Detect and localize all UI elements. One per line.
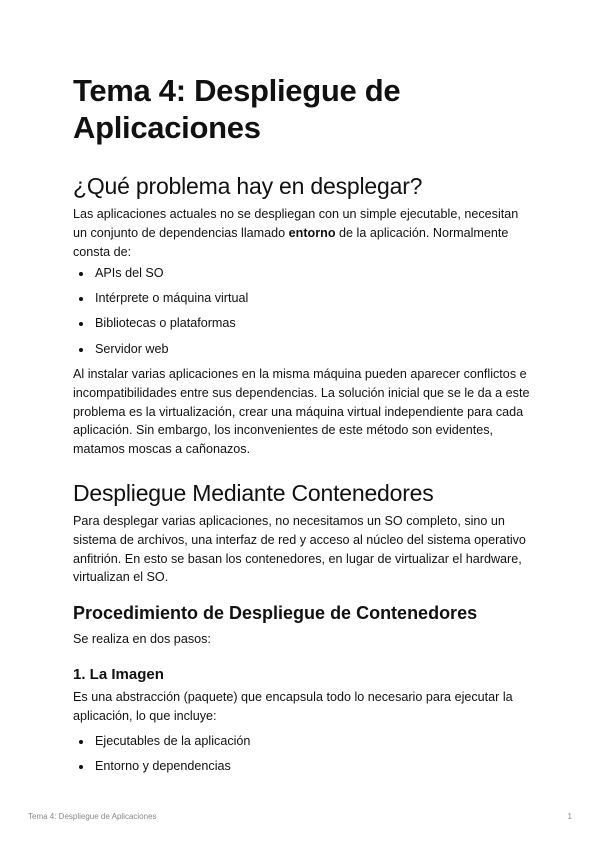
list-item: Bibliotecas o plataformas <box>73 311 533 336</box>
list-item: APIs del SO <box>73 261 533 286</box>
footer-title: Tema 4: Despliegue de Aplicaciones <box>28 812 157 821</box>
list-item: Ejecutables de la aplicación <box>73 729 533 754</box>
step-image-paragraph: Es una abstracción (paquete) que encapsula todo lo necesario para ejecutar la aplicación, lo que incluye: <box>73 690 513 723</box>
section-heading-containers: Despliegue Mediante Contenedores <box>73 480 434 506</box>
subsection-procedure-paragraph: Se realiza en dos pasos: <box>73 632 211 646</box>
section-containers-paragraph: Para desplegar varias aplicaciones, no necesitamos un SO completo, sino un sistema de archivos, una interfaz de red y acceso al núcleo del sistema operativo anfitrión. En esto se basan los contenedores, en lugar de virtualizar el hardware, virtualizan el SO. <box>73 514 526 585</box>
dependency-list <box>73 261 533 362</box>
section-problem-paragraph: Al instalar varias aplicaciones en la misma máquina pueden aparecer conflictos e incompatibilidades entre sus dependencias. La solución inicial que se le da a este problema es la virtualización, crear una máquina virtual independiente para cada aplicación. Sin embargo, los inconvenientes de este método son evidentes, matamos moscas a cañonazos. <box>73 367 530 457</box>
section-problem-intro <box>73 205 531 261</box>
list-item: Intérprete o máquina virtual <box>73 286 533 311</box>
subsection-heading-procedure: Procedimiento de Despliegue de Contenedores <box>73 603 478 623</box>
section-heading-problem: ¿Qué problema hay en desplegar? <box>73 173 423 199</box>
intro-bold-term: entorno <box>288 225 336 240</box>
intro-text-end: de la aplicación. Normalmente consta de: <box>73 225 509 259</box>
list-item: Servidor web <box>73 337 533 362</box>
step-heading-image: 1. La Imagen <box>73 666 164 683</box>
page-number: 1 <box>567 812 572 821</box>
document-title: Tema 4: Despliegue de Aplicaciones <box>73 73 401 145</box>
intro-text: Las aplicaciones actuales no se despliegan con un simple ejecutable, necesitan un conjunto de dependencias llamado <box>73 207 519 240</box>
image-contents-list <box>73 729 533 779</box>
list-item: Entorno y dependencias <box>73 754 533 779</box>
